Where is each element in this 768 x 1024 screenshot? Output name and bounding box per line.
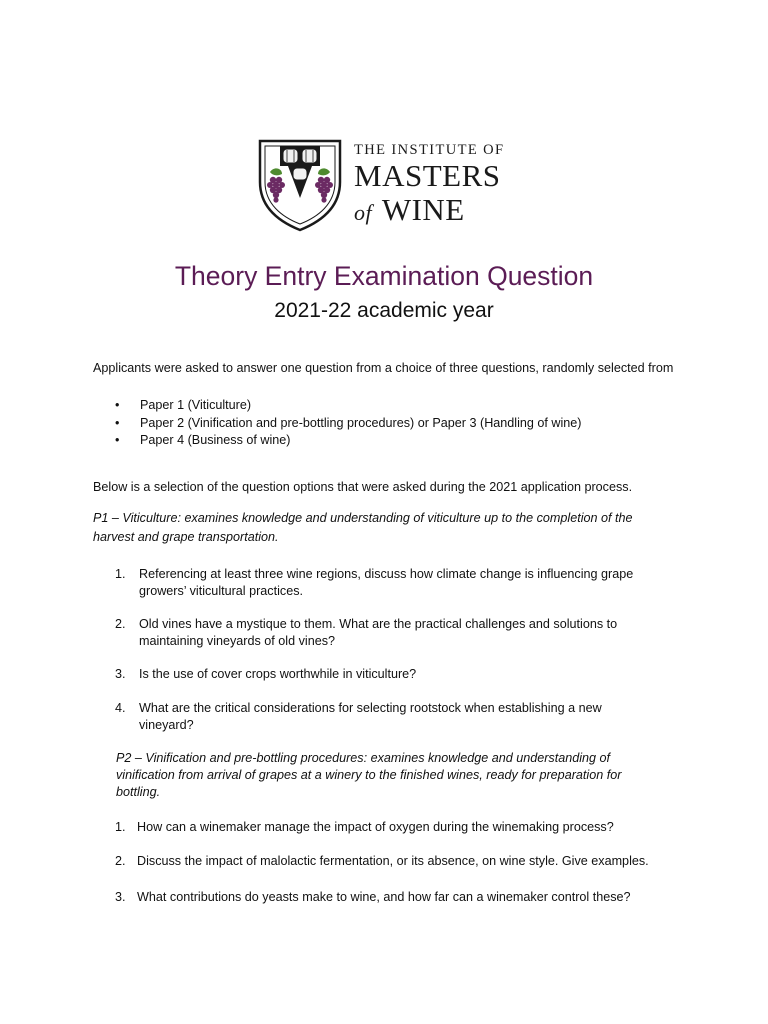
question-number: 3. (115, 890, 126, 904)
paper-label: Paper 1 (Viticulture) (140, 398, 252, 412)
institute-logo (258, 138, 508, 232)
logo-line-masters: MASTERS (354, 158, 501, 193)
question-text: Is the use of cover crops worthwhile in viticulture? (139, 667, 417, 681)
selection-note: Below is a selection of the question options that were asked during the 2021 application process. (93, 480, 633, 494)
p1-description: P1 – Viticulture: examines knowledge and understanding of viticulture up to the completion of the harvest and grape transportation. (93, 511, 633, 544)
question-text: Old vines have a mystique to them. What are the practical challenges and solutions to maintaining vineyards of old vines? (139, 617, 618, 648)
paper-label: Paper 4 (Business of wine) (140, 433, 291, 448)
logo-line-institute: THE INSTITUTE OF (354, 142, 505, 158)
bullet-icon: • (115, 433, 120, 448)
papers-list (93, 397, 582, 450)
paper-label: Paper 2 (Vinification and pre-bottling procedures) or Paper 3 (Handling of wine) (140, 415, 582, 430)
question-text: Referencing at least three wine regions, discuss how climate change is influencing grape growers’ viticultural practices. (139, 567, 634, 598)
p2-description: P2 – Vinification and pre-bottling procedures: examines knowledge and understanding of vinification from arrival of grapes at a winery to the finished wines, ready for preparation for bottling. (116, 751, 622, 799)
bullet-icon: • (115, 398, 120, 412)
logo-line-wine (354, 193, 504, 230)
question-text: What are the critical considerations for selecting rootstock when establishing a new vineyard? (139, 701, 602, 732)
question-number: 4. (115, 701, 126, 715)
shield-crest-icon (258, 138, 342, 232)
logo-of: of (354, 200, 373, 225)
question-number: 2. (115, 854, 126, 868)
question-number: 3. (115, 667, 126, 681)
page-title: Theory Entry Examination Question (174, 261, 594, 291)
intro-paragraph: Applicants were asked to answer one question from a choice of three questions, randomly selected from (93, 361, 674, 375)
question-number: 1. (115, 820, 126, 834)
question-number: 2. (115, 617, 126, 631)
question-text: How can a winemaker manage the impact of oxygen during the winemaking process? (137, 820, 614, 834)
page-subtitle: 2021-22 academic year (274, 299, 494, 322)
bullet-icon: • (115, 415, 120, 430)
list-item (93, 397, 582, 415)
logo-wordmark (354, 142, 504, 230)
list-item (93, 432, 582, 450)
question-text: What contributions do yeasts make to wine, and how far can a winemaker control these? (137, 890, 631, 904)
question-text: Discuss the impact of malolactic fermentation, or its absence, on wine style. Give examples. (137, 854, 649, 868)
question-number: 1. (115, 567, 126, 581)
list-item (93, 415, 582, 433)
logo-wine: WINE (381, 192, 465, 227)
